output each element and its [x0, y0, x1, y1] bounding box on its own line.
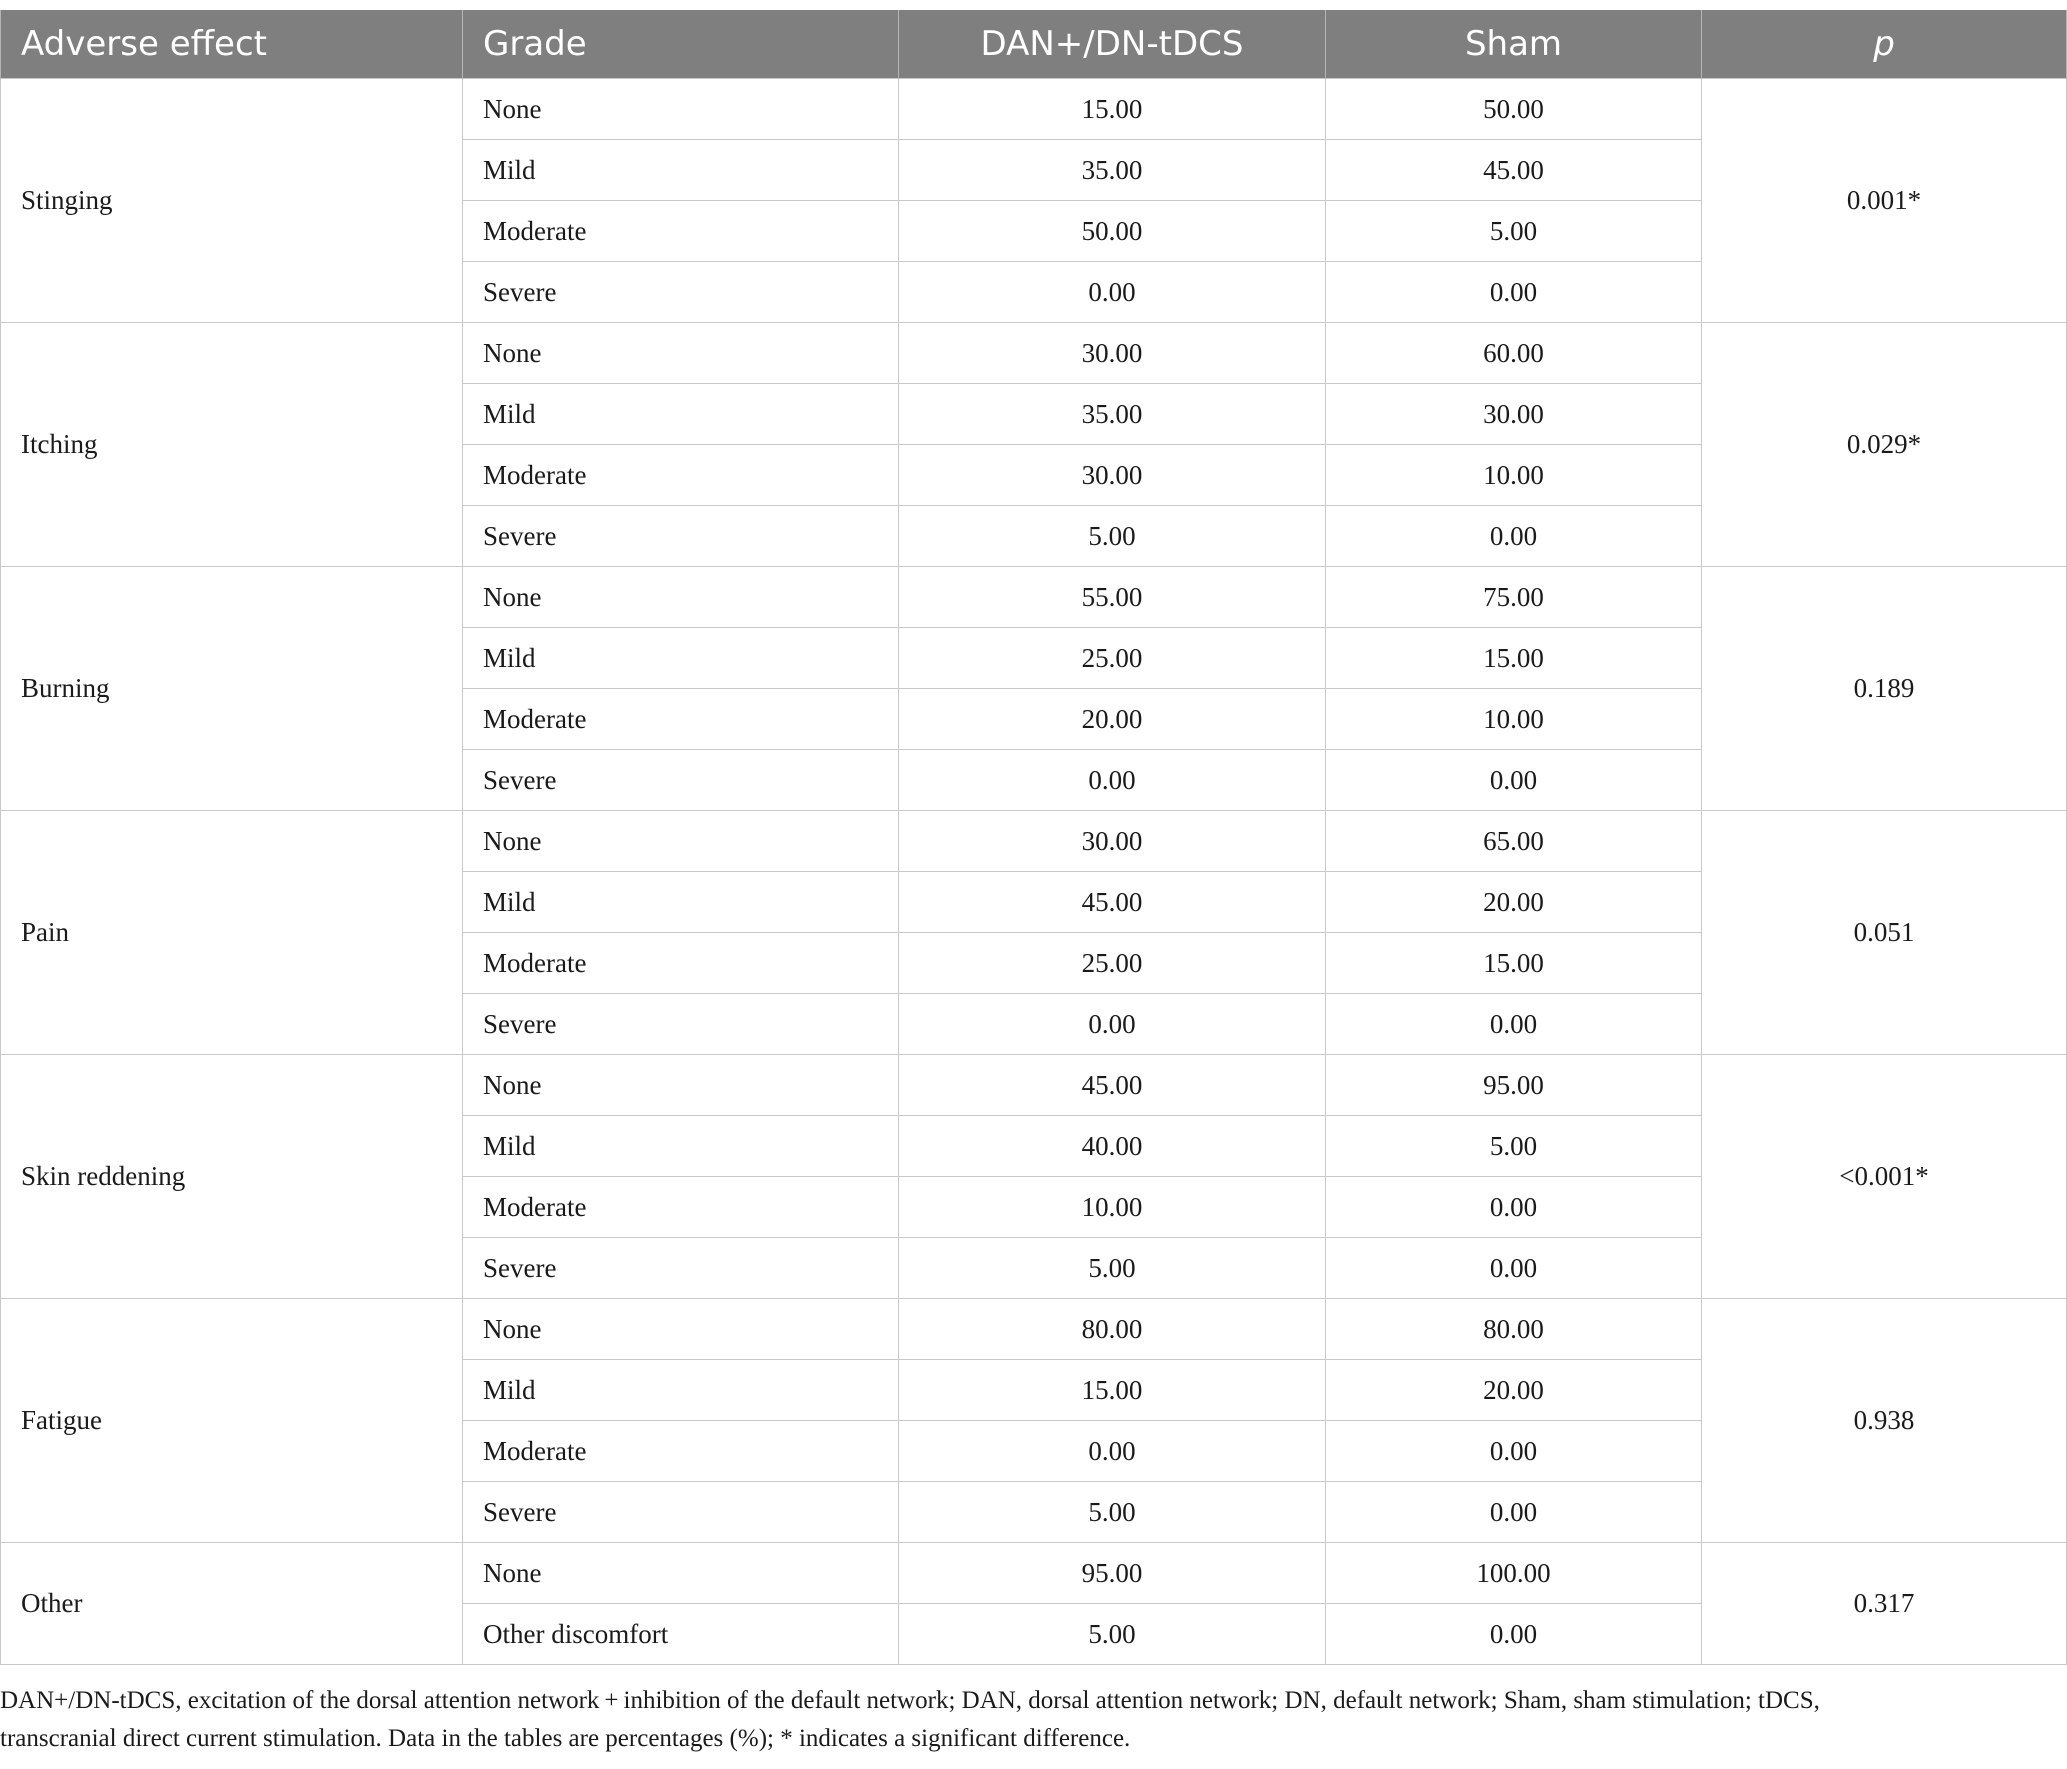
sham-value-cell: 0.00: [1326, 1604, 1702, 1665]
sham-value-cell: 10.00: [1326, 689, 1702, 750]
dan-tdcs-value-cell: 40.00: [899, 1116, 1326, 1177]
p-value-cell: 0.001*: [1702, 79, 2067, 323]
table-row: [1, 567, 2067, 628]
grade-cell: Severe: [463, 1238, 899, 1299]
grade-cell: Severe: [463, 1482, 899, 1543]
adverse-effect-cell: Skin reddening: [1, 1055, 463, 1299]
sham-value-cell: 0.00: [1326, 506, 1702, 567]
dan-tdcs-value-cell: 0.00: [899, 994, 1326, 1055]
dan-tdcs-value-cell: 35.00: [899, 140, 1326, 201]
sham-value-cell: 95.00: [1326, 1055, 1702, 1116]
adverse-effect-cell: Pain: [1, 811, 463, 1055]
dan-tdcs-value-cell: 80.00: [899, 1299, 1326, 1360]
dan-tdcs-value-cell: 25.00: [899, 933, 1326, 994]
p-value-cell: <0.001*: [1702, 1055, 2067, 1299]
sham-value-cell: 0.00: [1326, 1421, 1702, 1482]
grade-cell: Mild: [463, 140, 899, 201]
sham-value-cell: 5.00: [1326, 1116, 1702, 1177]
grade-cell: None: [463, 79, 899, 140]
sham-value-cell: 65.00: [1326, 811, 1702, 872]
sham-value-cell: 15.00: [1326, 933, 1702, 994]
grade-cell: Mild: [463, 1360, 899, 1421]
dan-tdcs-value-cell: 30.00: [899, 323, 1326, 384]
header-adverse-effect: Adverse effect: [1, 10, 463, 79]
header-grade: Grade: [463, 10, 899, 79]
dan-tdcs-value-cell: 50.00: [899, 201, 1326, 262]
dan-tdcs-value-cell: 5.00: [899, 1238, 1326, 1299]
sham-value-cell: 5.00: [1326, 201, 1702, 262]
p-value-cell: 0.317: [1702, 1543, 2067, 1665]
p-value-cell: 0.938: [1702, 1299, 2067, 1543]
dan-tdcs-value-cell: 45.00: [899, 1055, 1326, 1116]
grade-cell: Severe: [463, 750, 899, 811]
sham-value-cell: 0.00: [1326, 262, 1702, 323]
dan-tdcs-value-cell: 5.00: [899, 1604, 1326, 1665]
sham-value-cell: 0.00: [1326, 1177, 1702, 1238]
sham-value-cell: 10.00: [1326, 445, 1702, 506]
sham-value-cell: 45.00: [1326, 140, 1702, 201]
adverse-effects-table-container: [0, 10, 2066, 1665]
table-row: [1, 1055, 2067, 1116]
sham-value-cell: 100.00: [1326, 1543, 1702, 1604]
footnote-line-2: transcranial direct current stimulation. Data in the tables are percentages (%); * indicates a significant difference.: [0, 1725, 1131, 1752]
grade-cell: None: [463, 1543, 899, 1604]
dan-tdcs-value-cell: 0.00: [899, 262, 1326, 323]
dan-tdcs-value-cell: 5.00: [899, 1482, 1326, 1543]
dan-tdcs-value-cell: 45.00: [899, 872, 1326, 933]
table-row: [1, 811, 2067, 872]
dan-tdcs-value-cell: 35.00: [899, 384, 1326, 445]
table-body: [1, 79, 2067, 1665]
sham-value-cell: 0.00: [1326, 994, 1702, 1055]
sham-value-cell: 0.00: [1326, 750, 1702, 811]
dan-tdcs-value-cell: 0.00: [899, 1421, 1326, 1482]
dan-tdcs-value-cell: 25.00: [899, 628, 1326, 689]
grade-cell: Mild: [463, 1116, 899, 1177]
adverse-effect-cell: Other: [1, 1543, 463, 1665]
grade-cell: Severe: [463, 262, 899, 323]
grade-cell: Severe: [463, 506, 899, 567]
grade-cell: None: [463, 567, 899, 628]
dan-tdcs-value-cell: 15.00: [899, 79, 1326, 140]
adverse-effect-cell: Burning: [1, 567, 463, 811]
dan-tdcs-value-cell: 30.00: [899, 811, 1326, 872]
adverse-effect-cell: Stinging: [1, 79, 463, 323]
footnote-line-1: DAN+/DN-tDCS, excitation of the dorsal attention network + inhibition of the default network; DAN, dorsal attention network; DN, default network; Sham, sham stimulation; tDCS,: [0, 1687, 1820, 1714]
header-sham: Sham: [1326, 10, 1702, 79]
grade-cell: Moderate: [463, 201, 899, 262]
grade-cell: Moderate: [463, 933, 899, 994]
table-row: [1, 1543, 2067, 1604]
adverse-effect-cell: Itching: [1, 323, 463, 567]
p-value-cell: 0.051: [1702, 811, 2067, 1055]
grade-cell: Moderate: [463, 1421, 899, 1482]
dan-tdcs-value-cell: 0.00: [899, 750, 1326, 811]
grade-cell: None: [463, 323, 899, 384]
grade-cell: Severe: [463, 994, 899, 1055]
sham-value-cell: 15.00: [1326, 628, 1702, 689]
dan-tdcs-value-cell: 10.00: [899, 1177, 1326, 1238]
sham-value-cell: 0.00: [1326, 1482, 1702, 1543]
dan-tdcs-value-cell: 55.00: [899, 567, 1326, 628]
adverse-effect-cell: Fatigue: [1, 1299, 463, 1543]
sham-value-cell: 75.00: [1326, 567, 1702, 628]
sham-value-cell: 60.00: [1326, 323, 1702, 384]
sham-value-cell: 0.00: [1326, 1238, 1702, 1299]
header-p-value: p: [1702, 10, 2067, 79]
grade-cell: Moderate: [463, 445, 899, 506]
grade-cell: Mild: [463, 628, 899, 689]
table-header-row: [1, 10, 2067, 79]
dan-tdcs-value-cell: 95.00: [899, 1543, 1326, 1604]
sham-value-cell: 30.00: [1326, 384, 1702, 445]
dan-tdcs-value-cell: 5.00: [899, 506, 1326, 567]
table-row: [1, 1299, 2067, 1360]
grade-cell: None: [463, 1055, 899, 1116]
dan-tdcs-value-cell: 20.00: [899, 689, 1326, 750]
table-row: [1, 79, 2067, 140]
sham-value-cell: 20.00: [1326, 1360, 1702, 1421]
grade-cell: None: [463, 811, 899, 872]
table-row: [1, 323, 2067, 384]
grade-cell: Mild: [463, 384, 899, 445]
grade-cell: Other discomfort: [463, 1604, 899, 1665]
sham-value-cell: 20.00: [1326, 872, 1702, 933]
p-value-cell: 0.029*: [1702, 323, 2067, 567]
sham-value-cell: 50.00: [1326, 79, 1702, 140]
dan-tdcs-value-cell: 30.00: [899, 445, 1326, 506]
header-dan-tdcs: DAN+/DN-tDCS: [899, 10, 1326, 79]
grade-cell: Moderate: [463, 689, 899, 750]
table-footnote: [0, 1682, 2060, 1758]
sham-value-cell: 80.00: [1326, 1299, 1702, 1360]
p-value-cell: 0.189: [1702, 567, 2067, 811]
grade-cell: Moderate: [463, 1177, 899, 1238]
adverse-effects-table: [0, 10, 2067, 1665]
dan-tdcs-value-cell: 15.00: [899, 1360, 1326, 1421]
grade-cell: Mild: [463, 872, 899, 933]
grade-cell: None: [463, 1299, 899, 1360]
